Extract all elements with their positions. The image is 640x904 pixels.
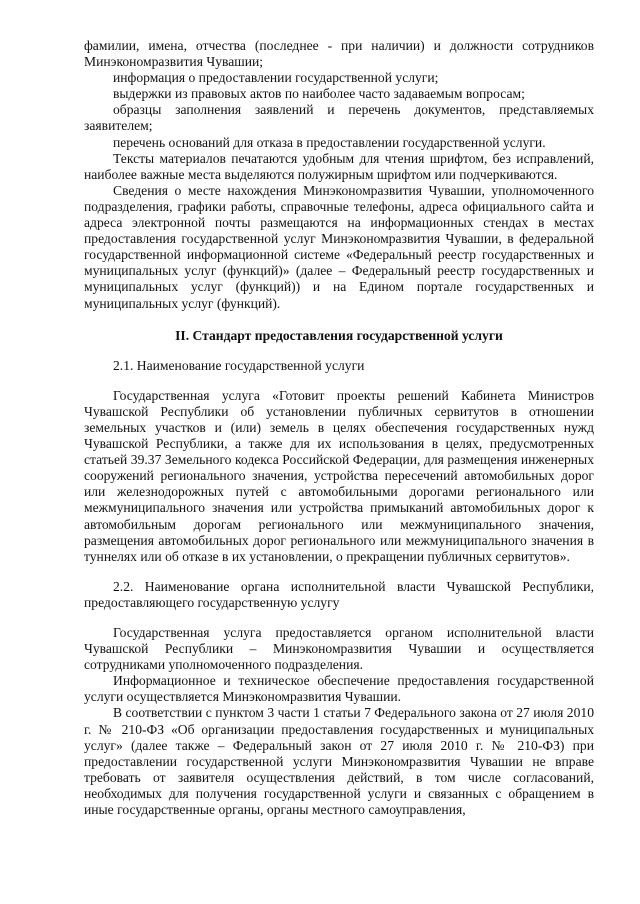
subsection-heading-2-1: 2.1. Наименование государственной услуги [113,357,365,373]
paragraph-location-info: Сведения о месте нахождения Минэкономразвития Чувашии, уполномоченного подразделения, графики работы, справочные телефоны, адреса официального сайта и адреса электронной почты размещаются на информационных стендах в местах предоставления государственной услуг Минэкономразвития Чувашии, в федеральной государственной информационной системе «Федеральный реестр государственных и муниципальных услуг (функций)» (далее – Федеральный реестр государственных и муниципальных услуг (функций)) и на Едином портале государственных и муниципальных услуг (функций). [84,182,594,311]
paragraph-federal-law: В соответствии с пунктом 3 части 1 статьи 7 Федерального закона от 27 июля 2010 г. № 210-ФЗ «Об организации предоставления государственных и муниципальных услуг» (далее также – Федеральный закон от 27 июля 2010 г. № 210-ФЗ) при предоставлении государственной услуги Минэкономразвития Чувашии не вправе требовать от заявителя осуществления действий, в том числе согласований, необходимых для получения государственной услуги и связанных с обращением в иные государственные органы, органы местного самоуправления, [84,705,594,818]
paragraph-technical-support: Информационное и техническое обеспечение предоставления государственной услуги осуществляется Минэкономразвития Чувашии. [84,673,594,705]
paragraph-staff-names: фамилии, имена, отчества (последнее - при наличии) и должности сотрудников Минэкономразвития Чувашии; [84,38,594,70]
paragraph-service-provider: Государственная услуга предоставляется органом исполнительной власти Чувашской Республики – Минэкономразвития Чувашии и осуществляется сотрудниками уполномоченного подразделения. [84,625,594,673]
list-item-refusal-grounds: перечень оснований для отказа в предоставлении государственной услуги. [113,134,546,150]
paragraph-service-name: Государственная услуга «Готовит проекты решений Кабинета Министров Чувашской Республики об установлении публичных сервитутов в отношении земельных участков и (или) земель в целях обеспечения государственных нужд Чувашской Республики, а также для их использования в целях, предусмотренных статьей 39.37 Земельного кодекса Российской Федерации, для размещения инженерных сооружений регионального значения, устройства пересечений автомобильных дорог или железнодорожных путей с автомобильными дорогами регионального или межмуниципального значения или устройства примыканий автомобильных дорог к автомобильным дорогам регионального или межмуниципального значения, размещения автомобильных дорог регионального или межмуниципального значения в туннелях или об отказе в их установлении, о прекращении публичных сервитутов». [84,387,594,564]
document-page [84,38,594,818]
paragraph-text-materials: Тексты материалов печатаются удобным для чтения шрифтом, без исправлений, наиболее важные места выделяются полужирным шрифтом или подчеркиваются. [84,150,594,182]
subsection-heading-2-2: 2.2. Наименование органа исполнительной власти Чувашской Республики, предоставляющего государственную услугу [84,578,594,610]
list-item-legal-excerpts: выдержки из правовых актов по наиболее часто задаваемым вопросам; [113,86,525,102]
list-item-service-info: информация о предоставлении государственной услуги; [113,70,439,86]
list-item-sample-forms: образцы заполнения заявлений и перечень документов, представляемых заявителем; [84,102,594,134]
section-title: II. Стандарт предоставления государственной услуги [175,327,503,343]
